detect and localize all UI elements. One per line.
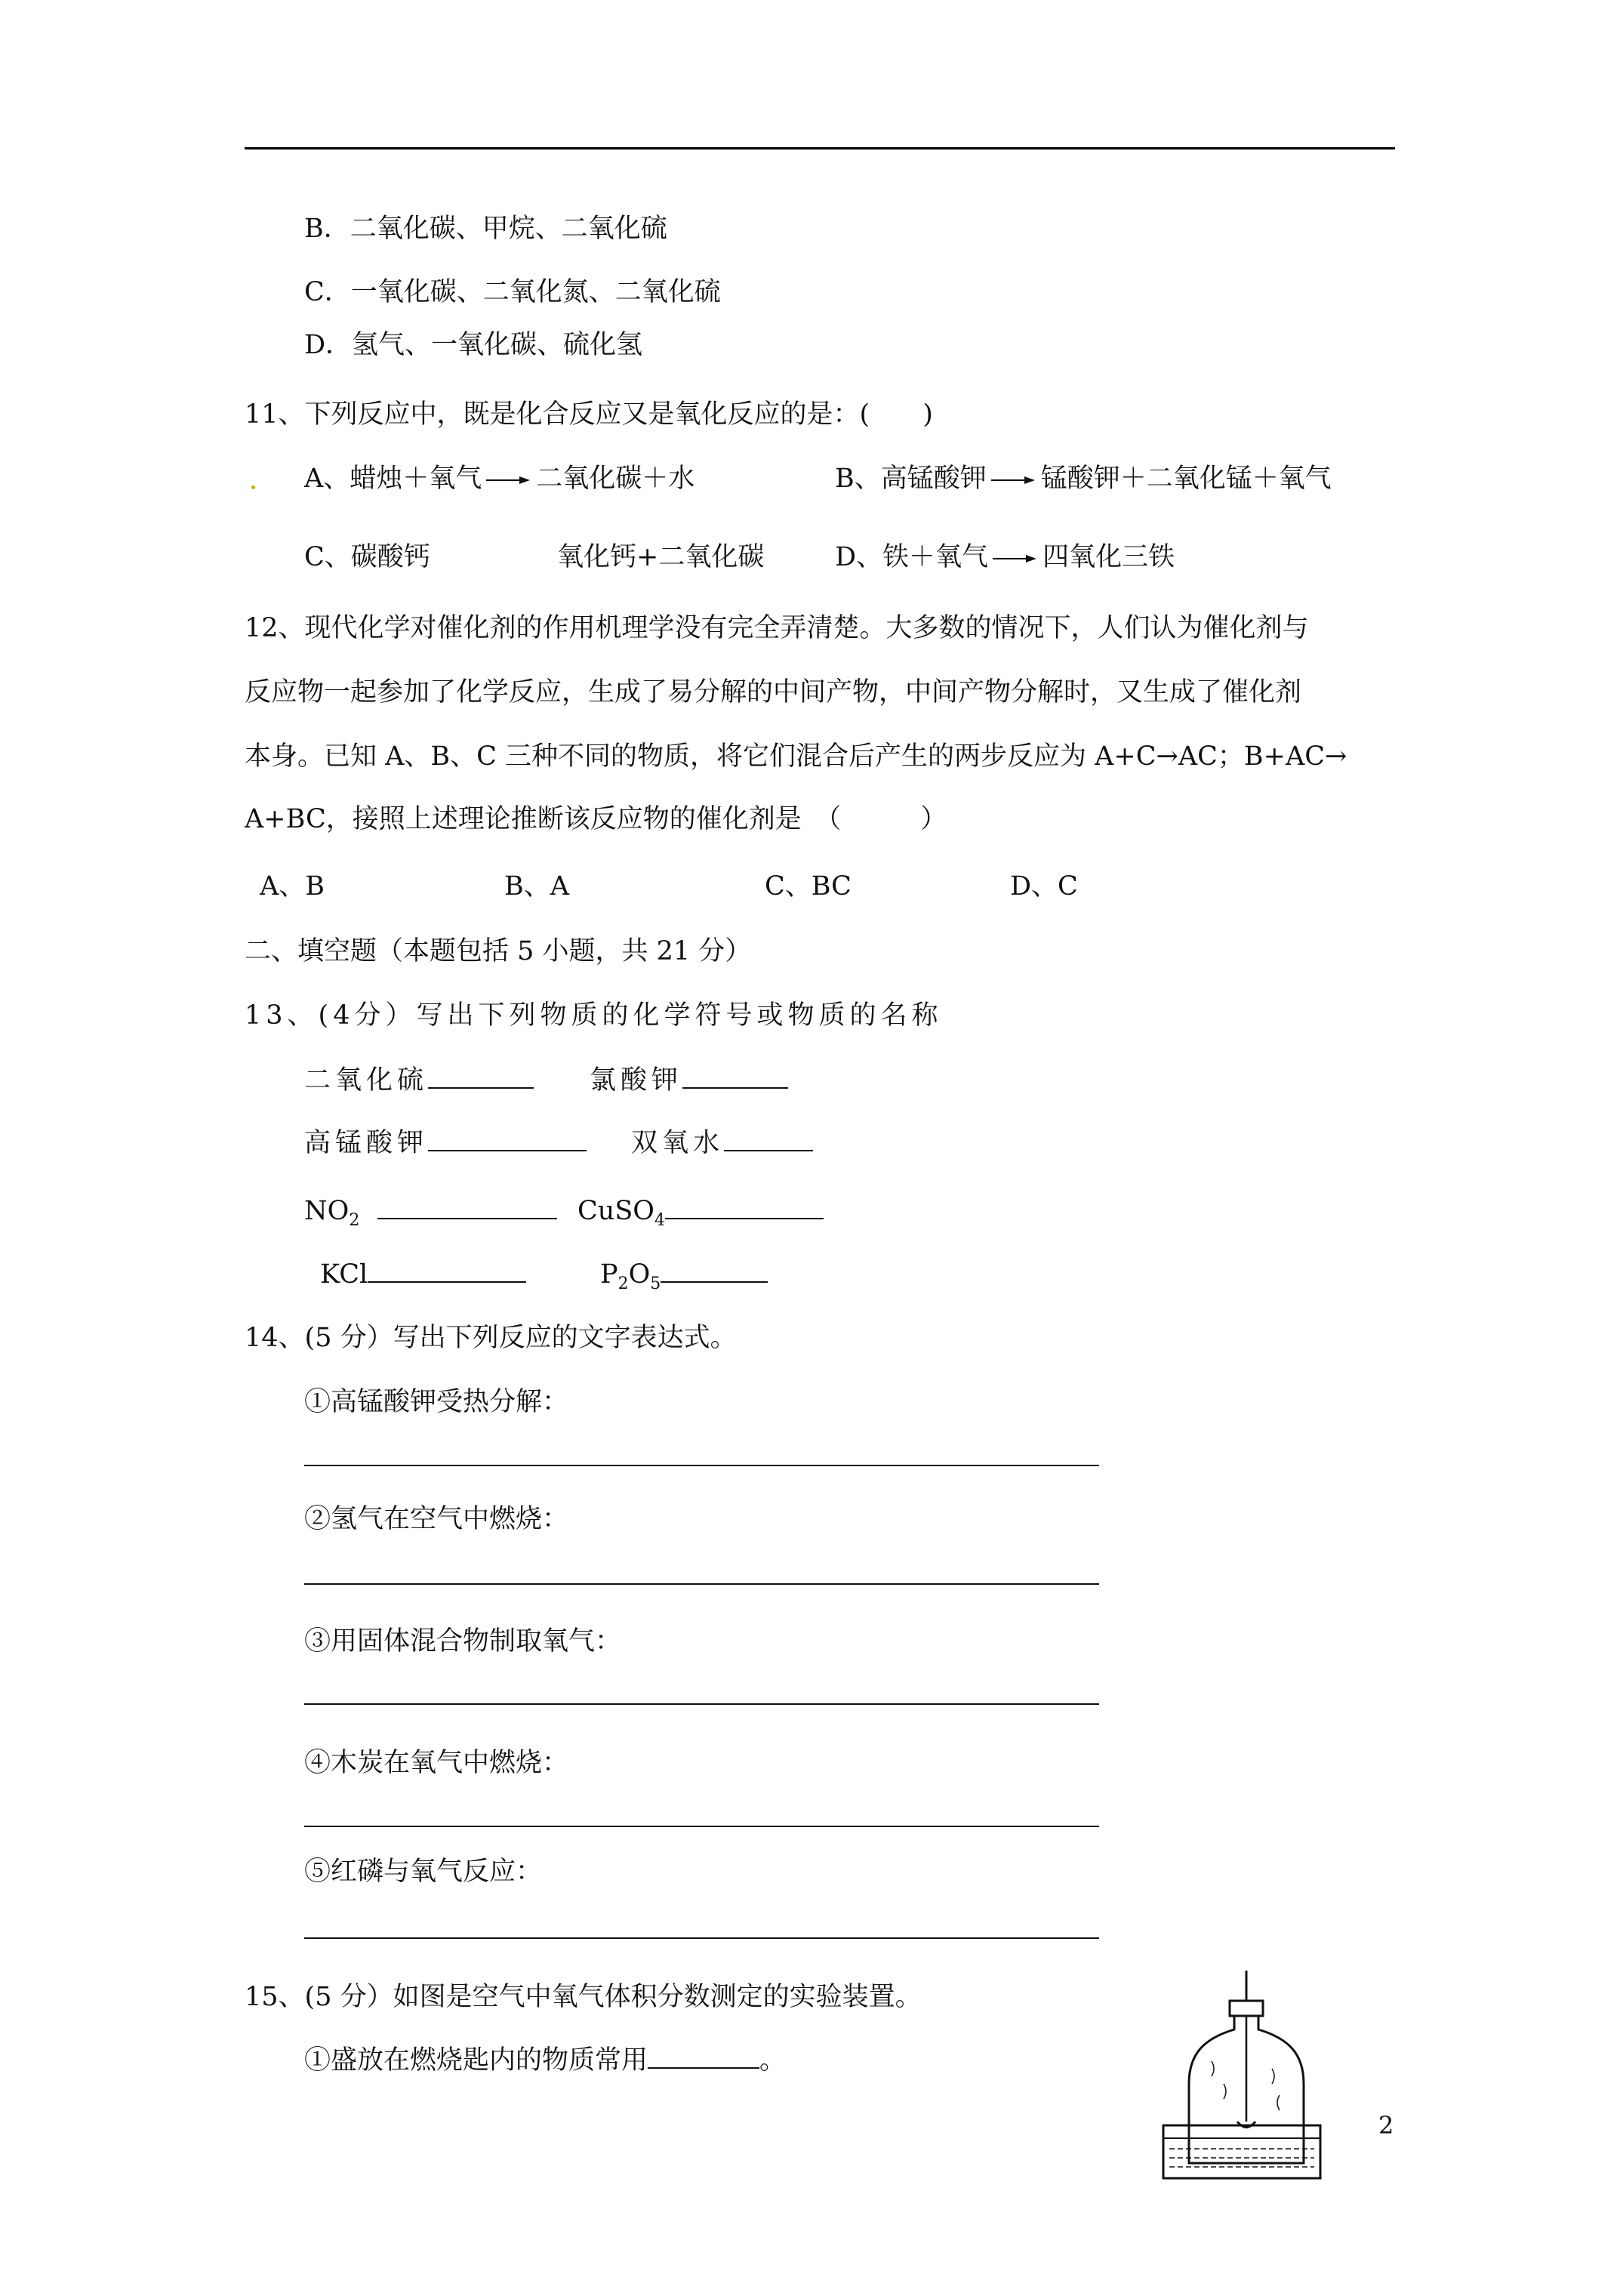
reaction-arrow-icon xyxy=(486,474,531,486)
answer-line[interactable] xyxy=(304,1937,1099,1939)
q10-option-b: B．二氧化碳、甲烷、二氧化硫 xyxy=(304,214,667,244)
q12-line-3: 本身。已知 A、B、C 三种不同的物质，将它们混合后产生的两步反应为 A+C→AC；B+AC→ xyxy=(245,741,1347,772)
reaction-arrow-icon xyxy=(991,474,1036,486)
answer-blank[interactable] xyxy=(377,1197,557,1219)
answer-blank[interactable] xyxy=(661,1260,768,1283)
formula-subscript: 2 xyxy=(349,1211,360,1230)
q11-b-products: 锰酸钾＋二氧化锰＋氧气 xyxy=(1040,464,1332,494)
q12-line-1: 12、现代化学对催化剂的作用机理学没有完全弄清楚。大多数的情况下，人们认为催化剂与 xyxy=(245,613,1309,643)
q11-option-d xyxy=(835,544,1175,571)
q13-item-kmno4 xyxy=(304,1129,587,1157)
q14-item-4: ④木炭在氧气中燃烧： xyxy=(304,1748,569,1778)
q13-item-p2o5 xyxy=(600,1260,768,1293)
q11-d-products: 四氧化三铁 xyxy=(1042,542,1175,572)
answer-blank[interactable] xyxy=(428,1129,587,1151)
q13-stem: 13、(4分）写出下列物质的化学符号或物质的名称 xyxy=(245,1000,943,1031)
q13-kcl-formula: KCl xyxy=(320,1259,368,1290)
q13-item-kclo3 xyxy=(590,1066,788,1094)
q13-item-cuso4 xyxy=(577,1197,824,1229)
q12-option-a: A、B xyxy=(260,871,325,901)
q12-option-c: C、BC xyxy=(765,871,852,901)
q15-item-1-period: 。 xyxy=(759,2045,787,2076)
q10-option-d: D．氢气、一氧化碳、硫化氢 xyxy=(304,330,643,360)
q13-item-so2 xyxy=(304,1066,534,1094)
q13-p2o5-formula xyxy=(600,1259,661,1293)
reaction-arrow-icon xyxy=(993,553,1038,565)
q15-item-1 xyxy=(304,2046,786,2074)
q13-item-no2 xyxy=(304,1197,557,1229)
q14-item-5: ⑤红磷与氧气反应： xyxy=(304,1857,543,1887)
oxygen-measurement-apparatus-illustration xyxy=(1159,1971,1325,2186)
header-rule xyxy=(245,147,1395,149)
q11-option-c-reactant: C、碳酸钙 xyxy=(304,542,430,572)
q14-item-1: ①高锰酸钾受热分解： xyxy=(304,1387,569,1417)
q10-option-c: C．一氧化碳、二氧化氮、二氧化硫 xyxy=(304,277,721,307)
formula-subscript: 2 xyxy=(617,1274,629,1293)
q14-item-3: ③用固体混合物制取氧气： xyxy=(304,1626,622,1657)
answer-line[interactable] xyxy=(304,1583,1099,1585)
answer-line[interactable] xyxy=(304,1826,1099,1827)
formula-text: P xyxy=(600,1259,618,1290)
q15-stem: 15、(5 分）如图是空气中氧气体积分数测定的实验装置。 xyxy=(245,1982,922,2012)
q11-a-products: 二氧化碳＋水 xyxy=(536,464,695,494)
q11-option-a xyxy=(304,466,694,492)
q11-stem: 11、下列反应中，既是化合反应又是氧化反应的是：( ) xyxy=(245,399,933,430)
answer-blank[interactable] xyxy=(682,1066,788,1089)
formula-text: O xyxy=(628,1259,651,1290)
q11-b-reactants: B、高锰酸钾 xyxy=(835,464,987,494)
q11-option-c-products: 氧化钙+二氧化碳 xyxy=(557,542,765,572)
answer-blank[interactable] xyxy=(724,1129,813,1151)
q12-line-2: 反应物一起参加了化学反应，生成了易分解的中间产物，中间产物分解时，又生成了催化剂 xyxy=(245,677,1302,707)
q15-item-1-text: ①盛放在燃烧匙内的物质常用 xyxy=(304,2045,648,2076)
q11-d-reactants: D、铁＋氧气 xyxy=(835,542,989,572)
answer-blank[interactable] xyxy=(665,1197,824,1219)
stray-dot xyxy=(251,485,255,489)
formula-subscript: 5 xyxy=(650,1274,661,1293)
formula-text: NO xyxy=(304,1196,350,1226)
answer-blank[interactable] xyxy=(428,1066,534,1089)
q13-kmno4-label: 高锰酸钾 xyxy=(304,1128,429,1158)
q13-cuso4-formula xyxy=(577,1196,665,1230)
q13-so2-label: 二氧化硫 xyxy=(304,1065,429,1096)
q13-h2o2-label: 双氧水 xyxy=(631,1128,725,1158)
q13-kclo3-label: 氯酸钾 xyxy=(590,1065,683,1096)
q13-item-h2o2 xyxy=(631,1129,813,1157)
q13-no2-formula xyxy=(304,1196,360,1230)
q11-option-b xyxy=(835,466,1332,492)
q14-item-2: ②氢气在空气中燃烧： xyxy=(304,1504,569,1534)
q13-item-kcl xyxy=(320,1260,526,1288)
formula-text: CuSO xyxy=(577,1196,654,1226)
q14-stem: 14、(5 分）写出下列反应的文字表达式。 xyxy=(245,1323,737,1353)
answer-line[interactable] xyxy=(304,1703,1099,1705)
answer-line[interactable] xyxy=(304,1465,1099,1466)
q11-a-reactants: A、蜡烛＋氧气 xyxy=(304,464,482,494)
section-title: 二、填空题（本题包括 5 小题，共 21 分） xyxy=(245,936,752,966)
answer-blank[interactable] xyxy=(648,2046,759,2069)
answer-blank[interactable] xyxy=(368,1260,526,1283)
q12-option-b: B、A xyxy=(504,871,569,901)
q12-option-d: D、C xyxy=(1010,871,1078,901)
formula-subscript: 4 xyxy=(654,1211,665,1230)
page-number: 2 xyxy=(1378,2111,1394,2140)
q12-line-4: A+BC，接照上述理论推断该反应物的催化剂是 （ ） xyxy=(245,804,947,834)
